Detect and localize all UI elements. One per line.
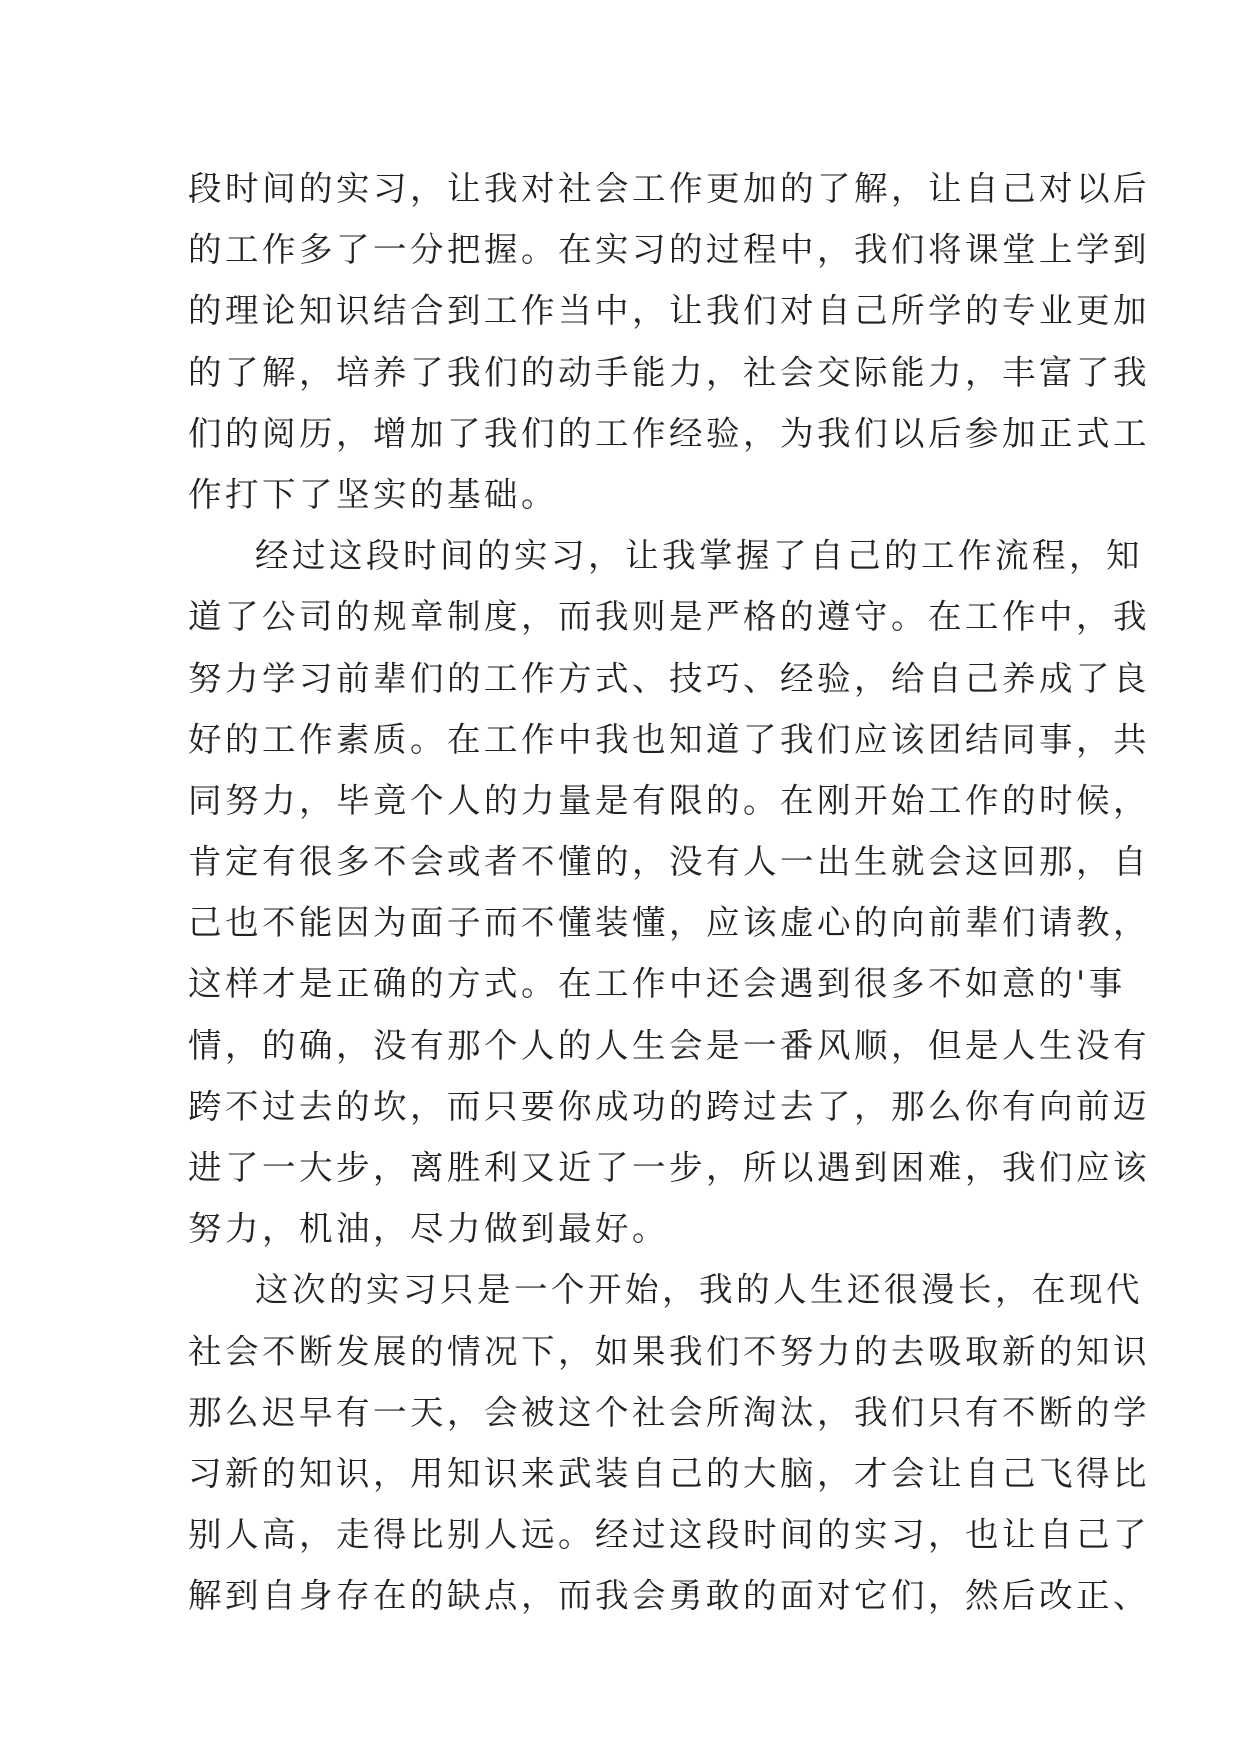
text-line: 努力，机油，尽力做到最好。 bbox=[188, 1209, 669, 1249]
text-line: 的理论知识结合到工作当中，让我们对自己所学的专业更加 bbox=[188, 291, 1150, 331]
text-line: 这样才是正确的方式。在工作中还会遇到很多不如意的'事 bbox=[188, 964, 1126, 1004]
text-line: 习新的知识，用知识来武装自己的大脑，才会让自己飞得比 bbox=[188, 1453, 1150, 1493]
text-line: 社会不断发展的情况下，如果我们不努力的去吸取新的知识 bbox=[188, 1331, 1150, 1371]
text-line: 的工作多了一分把握。在实习的过程中，我们将课堂上学到 bbox=[188, 230, 1150, 270]
text-line: 好的工作素质。在工作中我也知道了我们应该团结同事，共 bbox=[188, 719, 1150, 759]
text-line: 己也不能因为面子而不懂装懂，应该虚心的向前辈们请教， bbox=[188, 903, 1150, 943]
text-line: 解到自身存在的缺点，而我会勇敢的面对它们，然后改正、 bbox=[188, 1576, 1150, 1616]
document-body bbox=[188, 158, 1150, 1627]
text-line: 们的阅历，增加了我们的工作经验，为我们以后参加正式工 bbox=[188, 413, 1150, 453]
text-line: 段时间的实习，让我对社会工作更加的了解，让自己对以后 bbox=[188, 169, 1150, 208]
text-line: 的了解，培养了我们的动手能力，社会交际能力，丰富了我 bbox=[188, 352, 1150, 392]
text-line: 努力学习前辈们的工作方式、技巧、经验，给自己养成了良 bbox=[188, 658, 1150, 698]
text-line: 道了公司的规章制度，而我则是严格的遵守。在工作中，我 bbox=[188, 597, 1150, 637]
text-line-first: 这次的实习只是一个开始，我的人生还很漫长，在现代 bbox=[255, 1270, 1143, 1310]
text-line: 那么迟早有一天，会被这个社会所淘汰，我们只有不断的学 bbox=[188, 1392, 1150, 1432]
text-line-first: 经过这段时间的实习，让我掌握了自己的工作流程，知 bbox=[255, 536, 1143, 576]
text-line: 情，的确，没有那个人的人生会是一番风顺，但是人生没有 bbox=[188, 1025, 1150, 1065]
text-line: 进了一大步，离胜利又近了一步，所以遇到困难，我们应该 bbox=[188, 1148, 1150, 1187]
paragraph-3 bbox=[188, 1259, 1150, 1626]
text-line: 跨不过去的坎，而只要你成功的跨过去了，那么你有向前迈 bbox=[188, 1086, 1150, 1126]
paragraph-1 bbox=[188, 158, 1150, 525]
text-line: 肯定有很多不会或者不懂的，没有人一出生就会这回那，自 bbox=[188, 842, 1150, 882]
text-line: 作打下了坚实的基础。 bbox=[188, 474, 558, 514]
paragraph-2 bbox=[188, 525, 1150, 1259]
text-line: 同努力，毕竟个人的力量是有限的。在刚开始工作的时候， bbox=[188, 780, 1150, 820]
text-line: 别人高，走得比别人远。经过这段时间的实习，也让自己了 bbox=[188, 1515, 1150, 1555]
